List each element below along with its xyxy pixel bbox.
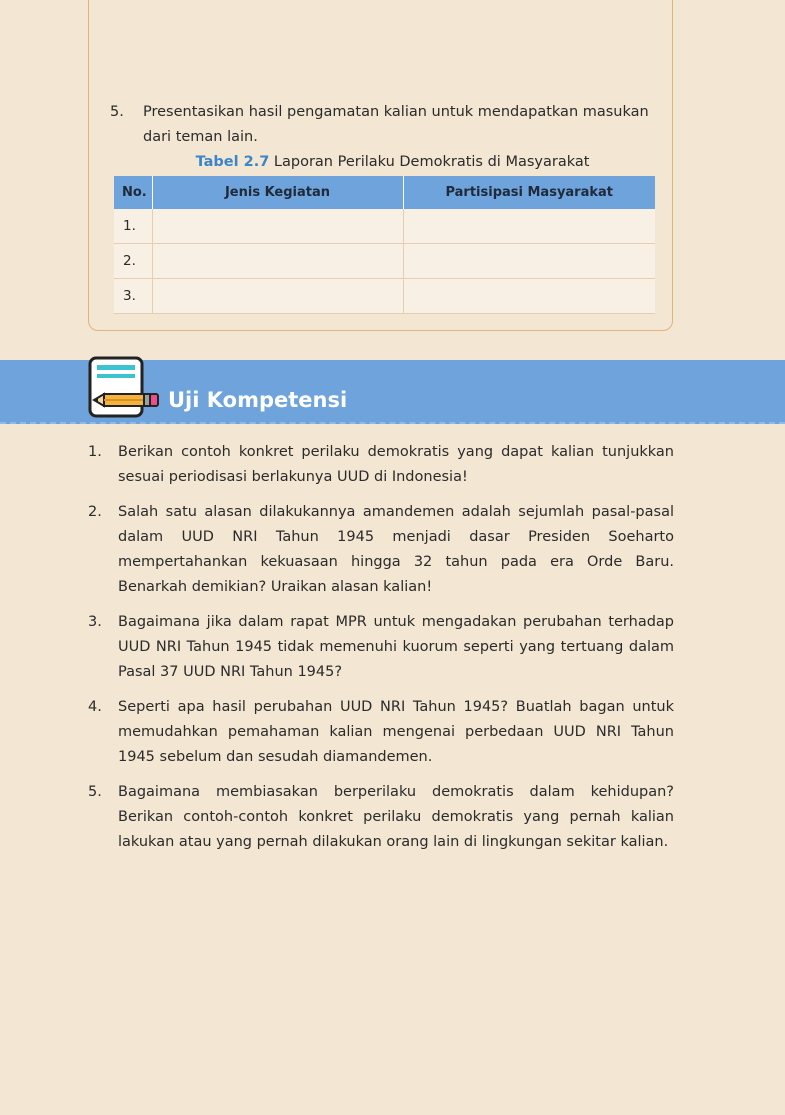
cell-partisipasi[interactable] — [403, 209, 655, 244]
cell-jenis-kegiatan[interactable] — [152, 279, 403, 314]
cell-partisipasi[interactable] — [403, 279, 655, 314]
step-text: Presentasikan hasil pengamatan kalian untuk mendapatkan masukan dari teman lain. — [143, 104, 649, 145]
notepad-pencil-icon — [88, 356, 160, 420]
question-text: Berikan contoh konkret perilaku demokratis yang dapat kalian tunjukkan sesuai periodisasi berlakunya UUD di Indonesia! — [118, 444, 674, 485]
table-caption — [0, 152, 785, 172]
list-item — [88, 500, 674, 600]
header-jenis-kegiatan: Jenis Kegiatan — [152, 176, 403, 209]
question-number: 4. — [88, 699, 102, 715]
section-title: Uji Kompetensi — [168, 388, 348, 412]
list-item — [88, 695, 674, 770]
table-caption-label: Tabel 2.7 — [195, 154, 270, 170]
table-row — [114, 209, 655, 244]
question-text: Bagaimana membiasakan berperilaku demokratis dalam kehidupan? Berikan contoh-contoh konkret perilaku demokratis yang pernah kalian lakukan atau yang pernah dilakukan orang lain di lingkungan sekitar kalian. — [118, 784, 674, 850]
question-number: 3. — [88, 614, 102, 630]
question-list — [88, 440, 674, 865]
table-row — [114, 244, 655, 279]
question-text: Salah satu alasan dilakukannya amandemen adalah sejumlah pasal-pasal dalam UUD NRI Tahun 1945 menjadi dasar Presiden Soeharto mempertahankan kekuasaan hingga 32 tahun pada era Orde Baru. Benarkah demikian? Uraikan alasan kalian! — [118, 504, 674, 595]
list-item — [88, 440, 674, 490]
row-number: 1. — [114, 209, 152, 244]
header-no: No. — [114, 176, 152, 209]
question-text: Seperti apa hasil perubahan UUD NRI Tahun 1945? Buatlah bagan untuk memudahkan pemahaman kalian mengenai perbedaan UUD NRI Tahun 1945 sebelum dan sesudah diamandemen. — [118, 699, 674, 765]
step-number: 5. — [110, 104, 124, 120]
row-number: 2. — [114, 244, 152, 279]
table-row — [114, 279, 655, 314]
list-item — [88, 780, 674, 855]
question-text: Bagaimana jika dalam rapat MPR untuk mengadakan perubahan terhadap UUD NRI Tahun 1945 tidak memenuhi kuorum seperti yang tertuang dalam Pasal 37 UUD NRI Tahun 1945? — [118, 614, 674, 680]
question-number: 2. — [88, 504, 102, 520]
question-number: 5. — [88, 784, 102, 800]
list-item — [88, 610, 674, 685]
report-table — [114, 176, 655, 314]
table-header-row — [114, 176, 655, 209]
cell-jenis-kegiatan[interactable] — [152, 244, 403, 279]
row-number: 3. — [114, 279, 152, 314]
question-number: 1. — [88, 444, 102, 460]
table-caption-text: Laporan Perilaku Demokratis di Masyarakat — [269, 154, 590, 170]
cell-partisipasi[interactable] — [403, 244, 655, 279]
activity-step-5 — [110, 100, 660, 150]
header-partisipasi: Partisipasi Masyarakat — [403, 176, 655, 209]
cell-jenis-kegiatan[interactable] — [152, 209, 403, 244]
